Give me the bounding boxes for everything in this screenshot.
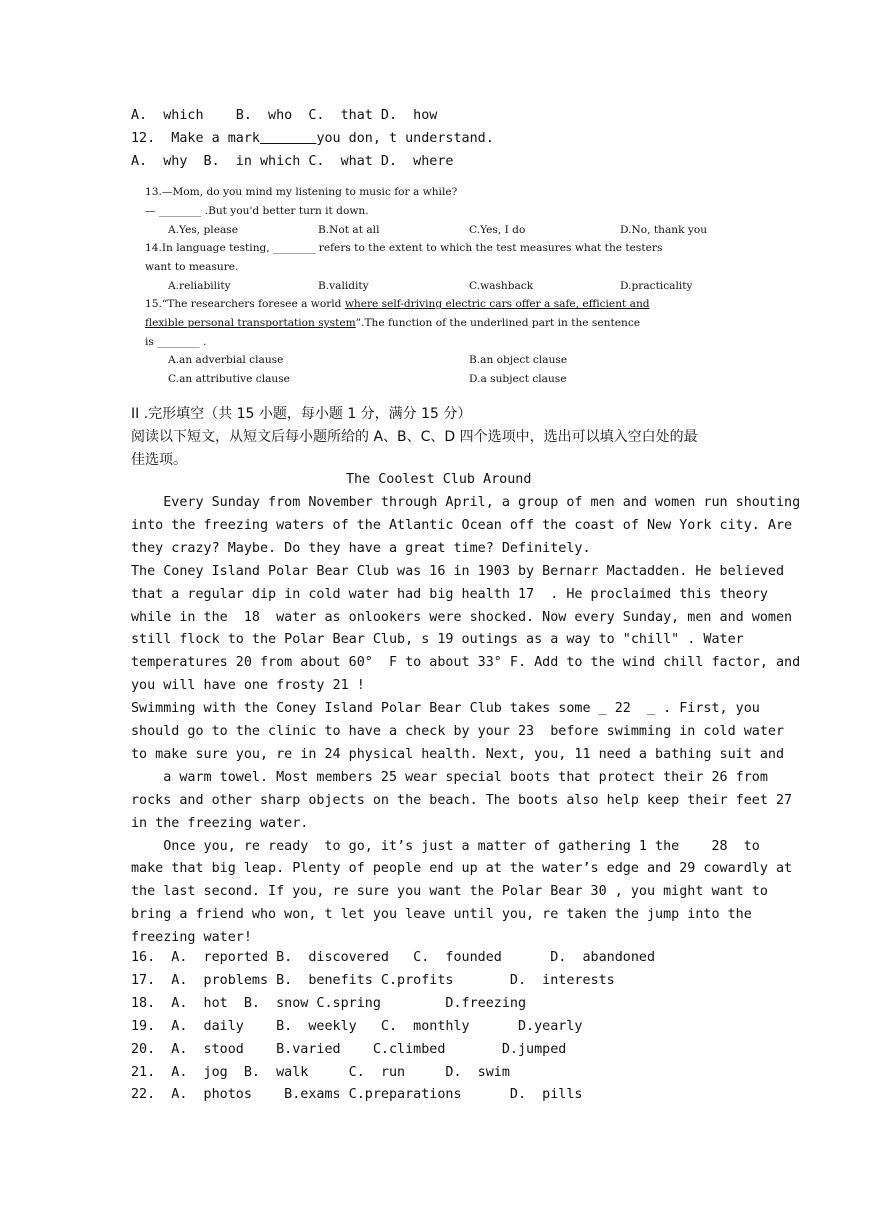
passage-title: The Coolest Club Around [346, 472, 532, 487]
q13-stem: 13.—Mom, do you mind my listening to music for a while? [145, 186, 458, 198]
q12-stem-start: 12. Make a mark [131, 131, 260, 146]
q15-underlined-part-2: flexible personal transportation system [145, 317, 356, 329]
passage-line: that a regular dip in cold water had big health 17 . He proclaimed this theory [131, 586, 768, 602]
passage-line: The Coney Island Polar Bear Club was 16 in 1903 by Bernarr Mactadden. He believed [131, 563, 785, 579]
passage-line: bring a friend who won, t let you leave until you, re taken the jump into the [131, 907, 752, 923]
q12-options: A. why B. in which C. what D. where [131, 154, 454, 169]
q15-option-b: B.an object clause [469, 354, 568, 366]
q14-stem-end: refers to the extent to which the test measures what the testers [315, 242, 663, 254]
q13-option-c: C.Yes, I do [469, 224, 526, 236]
passage-line: they crazy? Maybe. Do they have a great time? Definitely. [131, 540, 591, 556]
q15-is-end: . [199, 336, 207, 348]
q15-option-a: A.an adverbial clause [168, 354, 284, 366]
answer-option-line: 20. A. stood B.varied C.climbed D.jumped [131, 1041, 567, 1057]
q15-option-d: D.a subject clause [469, 373, 567, 385]
q11-options: A. which B. who C. that D. how [131, 108, 438, 123]
q12-stem [131, 131, 494, 146]
passage-line: still flock to the Polar Bear Club, s 19 outings as a way to "chill" . Water [131, 632, 744, 648]
answer-option-line: 19. A. daily B. weekly C. monthly D.yearly [131, 1018, 583, 1034]
answer-option-line: 16. A. reported B. discovered C. founded D. abandoned [131, 950, 656, 965]
passage-line: Swimming with the Coney Island Polar Bear Club takes some _ 22 _ . First, you [131, 701, 760, 717]
q15-underlined-part-1: where self-driving electric cars offer a safe, efficient and [344, 298, 650, 310]
q14-option-a: A.reliability [168, 280, 231, 292]
answer-option-line: 21. A. jog B. walk C. run D. swim [131, 1064, 510, 1080]
q15-stem-line2 [145, 317, 640, 329]
section-heading: II .完形填空（共 15 小题，每小题 1 分，满分 15 分） [131, 406, 472, 422]
q14-option-c: C.washback [469, 280, 534, 292]
q14-stem-cont: want to measure. [145, 261, 239, 273]
answer-option-line: 18. A. hot B. snow C.spring D.freezing [131, 995, 527, 1011]
passage-line: a warm towel. Most members 25 wear special boots that protect their 26 from [131, 769, 768, 785]
passage-line: into the freezing waters of the Atlantic Ocean off the coast of New York city. Are [131, 517, 793, 533]
passage-line: in the freezing water. [131, 815, 309, 831]
section-instruction-line1: 阅读以下短文，从短文后每小题所给的 A、B、C、D 四个选项中，选出可以填入空白处的最 [131, 429, 698, 445]
q15-stem-end: ”.The function of the underlined part in the sentence [355, 317, 641, 329]
q14-option-b: B.validity [318, 280, 369, 292]
q15-is: is [145, 336, 158, 348]
q15-stem [145, 298, 650, 310]
q13-blank: ________ [158, 205, 202, 217]
q15-stem-line3 [145, 336, 206, 348]
passage-line: while in the 18 water as onlookers were shocked. Now every Sunday, men and women [131, 609, 793, 625]
passage-line: the last second. If you, re sure you want the Polar Bear 30 , you might want to [131, 884, 768, 900]
q15-option-c: C.an attributive clause [168, 373, 290, 385]
answer-option-line: 17. A. problems B. benefits C.profits D. interests [131, 972, 615, 988]
passage-line: freezing water! [131, 930, 252, 946]
q14-option-d: D.practicality [620, 280, 693, 292]
q13-option-a: A.Yes, please [168, 224, 238, 236]
q12-blank [260, 131, 316, 146]
q13-option-b: B.Not at all [318, 224, 380, 236]
passage-line: you will have one frosty 21 ! [131, 678, 365, 694]
q13-reply-end: .But you'd better turn it down. [201, 205, 369, 217]
q15-blank: ________ [157, 336, 200, 348]
q14-stem [145, 242, 662, 254]
q14-stem-start: 14.In language testing, [145, 242, 274, 254]
answer-option-line: 22. A. photos B.exams C.preparations D. pills [131, 1087, 583, 1103]
passage-line: to make sure you, re in 24 physical health. Next, you, 11 need a bathing suit and [131, 746, 785, 762]
passage-line: should go to the clinic to have a check by your 23 before swimming in cold water [131, 724, 785, 739]
passage-line: rocks and other sharp objects on the beach. The boots also help keep their feet 27 [131, 792, 793, 808]
q13-reply [145, 205, 369, 217]
passage-line: make that big leap. Plenty of people end up at the water’s edge and 29 cowardly at [131, 861, 793, 877]
passage-line: Once you, re ready to go, it’s just a matter of gathering 1 the 28 to [131, 838, 760, 854]
passage-line: Every Sunday from November through April, a group of men and women run shouting [131, 495, 801, 510]
q15-stem-start: 15.“The researchers foresee a world [145, 298, 345, 310]
q12-stem-end: you don, t understand. [316, 131, 494, 146]
section-instruction-line2: 佳选项。 [131, 452, 187, 468]
passage-line: temperatures 20 from about 60° F to about 33° F. Add to the wind chill factor, and [131, 655, 801, 671]
q13-reply-dash: — [145, 205, 159, 217]
q13-option-d: D.No, thank you [620, 224, 708, 236]
q14-blank: ________ [273, 242, 316, 254]
